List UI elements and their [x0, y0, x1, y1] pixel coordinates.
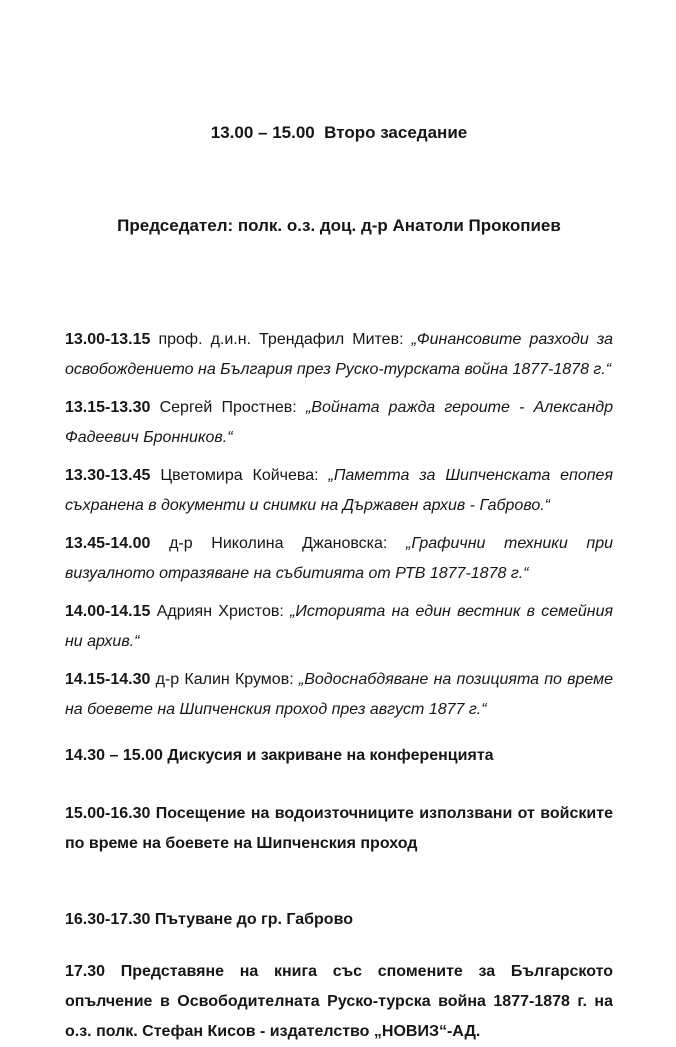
presentation-title: „Водоснабдяване на позицията по време на боевете на Шипченския проход през август 1877 г.“ — [65, 671, 613, 718]
event-text: 14.30 – 15.00 Дискусия и закриване на конференцията — [65, 747, 494, 764]
presentation-speaker: Сергей Простнев: — [159, 399, 297, 416]
agenda-event-travel — [65, 905, 613, 935]
agenda-event-visit — [65, 799, 613, 859]
presentation-item — [65, 393, 613, 453]
presentation-time: 13.15-13.30 — [65, 399, 151, 416]
session-chair-heading: Председател: полк. о.з. доц. д-р Анатоли Прокопиев — [117, 216, 561, 235]
presentation-title: „Войната ражда героите - Александр Фадеевич Бронников.“ — [65, 399, 614, 446]
presentation-title: „Историята на един вестник в семейния ни архив.“ — [65, 603, 614, 650]
presentation-speaker: д-р Николина Джановска: — [169, 535, 388, 552]
event-text: 16.30-17.30 Пътуване до гр. Габрово — [65, 911, 353, 928]
presentation-item — [65, 665, 613, 725]
event-text: 17.30 Представяне на книга със спомените за Българското опълчение в Освободителната Руско-турска война 1877-1878 г. на о.з. полк. Стефан Кисов - издателство „НОВИЗ“-АД. — [65, 963, 613, 1040]
presentation-item — [65, 597, 613, 657]
session-header — [65, 55, 613, 303]
agenda-event-book-presentation — [65, 957, 613, 1047]
agenda-event-discussion — [65, 741, 613, 771]
session-time-heading: 13.00 – 15.00 Второ заседание — [210, 123, 468, 142]
presentation-title: „Паметта за Шипченската епопея съхранена в документи и снимки на Държавен архив - Габрово.“ — [65, 467, 613, 514]
event-text: 15.00-16.30 Посещение на водоизточниците използвани от войските по време на боевете на Шипченския проход — [65, 805, 613, 852]
presentation-title: „Финансовите разходи за освобождението на България през Руско-турската война 1877-1878 г.“ — [65, 331, 613, 378]
presentation-speaker: проф. д.и.н. Трендафил Митев: — [158, 331, 404, 348]
presentation-speaker: Адриян Христов: — [156, 603, 284, 620]
presentation-title: „Графични техники при визуалното отразяване на събитията от РТВ 1877-1878 г.“ — [65, 535, 613, 582]
presentation-item — [65, 529, 613, 589]
presentation-time: 13.45-14.00 — [65, 535, 151, 552]
presentation-time: 13.00-13.15 — [65, 331, 151, 348]
presentation-speaker: д-р Калин Крумов: — [155, 671, 294, 688]
presentation-time: 13.30-13.45 — [65, 467, 151, 484]
presentation-time: 14.15-14.30 — [65, 671, 151, 688]
presentation-speaker: Цветомира Койчева: — [160, 467, 319, 484]
presentation-item — [65, 461, 613, 521]
presentation-item — [65, 325, 613, 385]
presentation-time: 14.00-14.15 — [65, 603, 151, 620]
